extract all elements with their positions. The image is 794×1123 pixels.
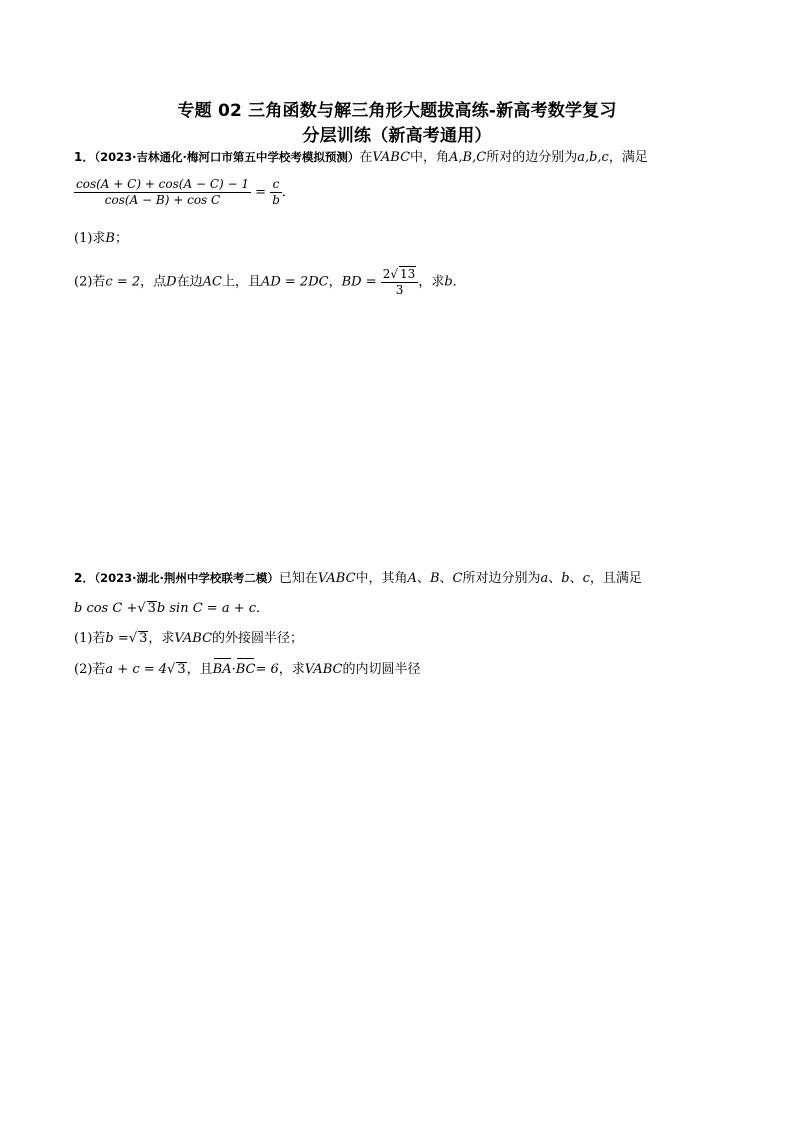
q1-part2-text: ，点 [140,274,167,290]
q2-text: 、 [439,571,453,586]
q1-fraction-denominator: cos(A − B) + cos C [74,192,251,208]
q1-bd-denominator: 3 [381,282,419,298]
q1-text: 所对的边分别为 [486,150,578,165]
q2-text: ，且满足 [589,571,642,586]
q2-math: c [582,571,590,586]
q1-part1-var: B [105,231,115,246]
q1-text: ． [281,185,295,200]
q1-part2 [74,266,466,298]
q1-part1 [74,230,128,248]
q1-part2-text: ，求 [418,274,445,290]
q2-text: 、 [416,571,430,586]
q2-number: 2． [74,571,95,585]
q1-text: 中，角 [410,150,450,165]
q1-part2-math: AD = 2DC [260,274,329,290]
q1-main-fraction [74,177,251,208]
q2-math: C [452,571,463,586]
q2-text: 、 [548,571,562,586]
q2-part2: (2)若a + c = 4√ 3，且BA·BC= 6，求VABC的内切圆半径 [74,662,421,677]
q2-text: 、 [569,571,583,586]
q1-rhs-fraction [270,177,282,208]
q2-part1-text: ，求 [148,631,175,646]
q2-stem [74,569,642,588]
q1-fraction-numerator: cos(A + C) + cos(A − C) − 1 [76,177,249,191]
page-title-line-2: 分层训练（新高考通用） [302,126,492,146]
q1-part2-math: D [166,274,177,290]
q1-part2-text: (2)若 [74,274,106,290]
q1-source: （2023·吉林通化·梅河口市第五中学校考模拟预测） [94,150,360,164]
q2-part2-math: = 6 [255,662,279,677]
q2-part2-math: a + c = 4 [105,662,168,677]
q1-part2-math: c = 2 [105,274,141,290]
q2-condition-math: b sin C = a + c [156,601,257,616]
q1-rhs-denominator: b [272,193,280,207]
q1-bd-fraction [381,266,419,298]
q2-vector-ba: BA [212,662,232,677]
q2-part1: (1)若b =√ 3，求VABC的外接圆半径； [74,631,304,646]
q1-rhs-numerator: c [272,177,280,191]
q2-vector-bc: BC [235,662,256,677]
q1-part1-text: ； [114,231,128,246]
q2-part1-triangle: VABC [174,631,213,646]
q2-part2-text: ，求 [278,662,305,677]
q2-part2-triangle: VABC [304,662,343,677]
q1-triangle: VABC [372,150,411,165]
q1-stem [74,148,648,167]
q2-part1-text: (1)若 [74,631,106,646]
q1-bd-coef: 2 [382,267,391,281]
q2-part1-text: 的外接圆半径； [212,631,304,646]
q1-number: 1． [74,150,95,164]
q1-equals: = [255,185,267,200]
q2-source: （2023·湖北·荆州中学校联考二模） [94,571,279,585]
page-title-line-1: 专题 02 三角函数与解三角形大题拔高练-新高考数学复习 [177,101,617,121]
q2-part2-text: (2)若 [74,662,106,677]
q1-part2-text: 上，且 [221,274,261,290]
q1-part2-text: 在边 [176,274,203,290]
q2-condition-math: b cos C + [74,601,138,616]
q1-part2-math: BD = [341,274,377,290]
q1-part1-text: (1)求 [74,231,106,246]
q2-math: a [540,571,549,586]
q2-part1-radicand: 3 [139,631,148,646]
q1-text: ，满足 [608,150,648,165]
q1-angles: A,B,C [449,150,487,165]
q2-part2-radicand: 3 [177,662,186,677]
q2-text: 中，其角 [355,571,408,586]
q2-part2-text: · [231,662,236,677]
q1-bd-numerator: 2√ 13 [382,267,416,281]
q1-text: 在 [359,150,373,165]
q2-math: b [561,571,570,586]
q1-part2-text: ． [452,274,466,290]
q2-text: 已知在 [278,571,318,586]
q2-text: ． [256,601,270,616]
q1-part2-text: ， [328,274,342,290]
q2-part2-text: 的内切圆半径 [342,662,421,677]
q1-equation [74,177,295,208]
q1-bd-radicand: 13 [400,267,416,281]
q2-triangle: VABC [317,571,356,586]
q1-part2-math: b [444,274,453,290]
q1-sides: a,b,c [577,150,609,165]
q2-part2-text: ，且 [186,662,213,677]
q2-math: B [429,571,440,586]
q2-condition: b cos C +√ 3b sin C = a + c． [74,601,270,616]
q1-part2-math: AC [202,274,222,290]
q2-text: 所对边分别为 [462,571,541,586]
q2-part1-math: b = [105,631,129,646]
q2-math: A [407,571,417,586]
q2-condition-radicand: 3 [147,601,156,616]
